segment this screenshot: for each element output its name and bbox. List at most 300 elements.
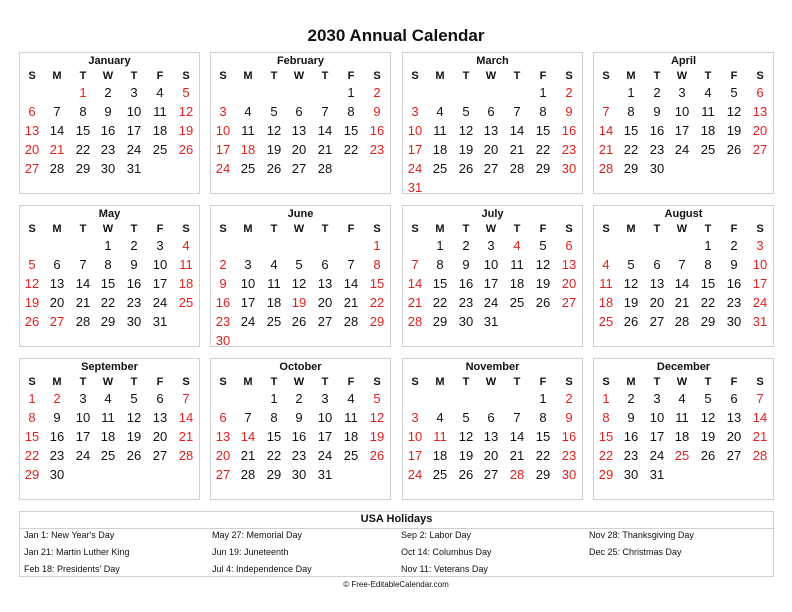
day-cell: 11 <box>344 410 358 425</box>
day-cell: 21 <box>509 142 525 157</box>
day-cell: 4 <box>704 85 712 100</box>
day-cell: 30 <box>49 467 65 482</box>
day-cell: 27 <box>649 314 665 329</box>
day-cell: 24 <box>75 448 91 463</box>
weekday-label: T <box>321 376 329 388</box>
day-cell: 26 <box>24 314 40 329</box>
month-name: January <box>88 55 131 67</box>
day-cell: 13 <box>726 410 742 425</box>
day-cell: 27 <box>291 161 307 176</box>
day-cell: 18 <box>598 295 614 310</box>
day-cell: 25 <box>152 142 168 157</box>
day-cell: 29 <box>24 467 40 482</box>
day-cell: 25 <box>509 295 525 310</box>
day-cell: 14 <box>343 276 359 291</box>
day-cell: 11 <box>241 123 255 138</box>
day-cell: 30 <box>458 314 474 329</box>
day-cell: 18 <box>152 123 168 138</box>
day-cell: 21 <box>75 295 91 310</box>
day-cell: 16 <box>100 123 116 138</box>
day-cell: 9 <box>104 104 112 119</box>
weekday-label: T <box>653 376 661 388</box>
day-cell: 14 <box>240 429 256 444</box>
day-cell: 16 <box>215 295 231 310</box>
day-cell: 2 <box>565 391 573 406</box>
day-cell: 18 <box>178 276 194 291</box>
day-cell: 2 <box>373 85 381 100</box>
day-cell: 31 <box>126 161 142 176</box>
day-cell: 17 <box>317 429 333 444</box>
day-cell: 7 <box>602 104 610 119</box>
day-cell: 15 <box>343 123 359 138</box>
day-cell: 26 <box>369 448 385 463</box>
day-cell: 22 <box>535 142 551 157</box>
holiday-item: Jan 21: Martin Luther King <box>24 547 130 557</box>
weekday-label: T <box>462 223 470 235</box>
day-cell: 3 <box>487 238 495 253</box>
day-cell: 6 <box>653 257 661 272</box>
day-cell: 27 <box>215 467 231 482</box>
day-cell: 27 <box>49 314 65 329</box>
day-cell: 5 <box>627 257 635 272</box>
day-cell: 15 <box>75 123 91 138</box>
weekday-label: T <box>653 223 661 235</box>
day-cell: 13 <box>215 429 231 444</box>
day-cell: 29 <box>432 314 448 329</box>
day-cell: 20 <box>49 295 65 310</box>
day-cell: 19 <box>623 295 639 310</box>
day-cell: 1 <box>436 238 444 253</box>
day-cell: 12 <box>291 276 307 291</box>
weekday-label: T <box>321 70 329 82</box>
holiday-item: Jun 19: Juneteenth <box>212 547 289 557</box>
day-cell: 5 <box>270 104 278 119</box>
weekday-label: W <box>293 70 305 82</box>
holiday-item: May 27: Memorial Day <box>212 530 303 540</box>
day-cell: 10 <box>483 257 499 272</box>
day-cell: 25 <box>598 314 614 329</box>
day-cell: 25 <box>432 161 448 176</box>
day-cell: 6 <box>487 104 495 119</box>
day-cell: 11 <box>101 410 115 425</box>
day-cell: 1 <box>347 85 355 100</box>
day-cell: 11 <box>179 257 193 272</box>
day-cell: 4 <box>513 238 521 253</box>
weekday-label: F <box>156 70 164 82</box>
weekday-label: S <box>565 376 573 388</box>
day-cell: 30 <box>623 467 639 482</box>
holiday-item: Oct 14: Columbus Day <box>401 547 492 557</box>
day-cell: 18 <box>432 448 448 463</box>
day-cell: 5 <box>462 410 470 425</box>
day-cell: 21 <box>317 142 333 157</box>
day-cell: 4 <box>270 257 278 272</box>
day-cell: 18 <box>100 429 116 444</box>
day-cell: 10 <box>674 104 690 119</box>
holiday-item: Dec 25: Christmas Day <box>589 547 682 557</box>
day-cell: 7 <box>411 257 419 272</box>
day-cell: 8 <box>539 104 547 119</box>
weekday-label: F <box>539 376 547 388</box>
day-cell: 8 <box>627 104 635 119</box>
weekday-label: S <box>373 376 381 388</box>
weekday-label: S <box>219 70 227 82</box>
day-cell: 17 <box>483 276 499 291</box>
day-cell: 26 <box>126 448 142 463</box>
day-cell: 29 <box>623 161 639 176</box>
day-cell: 27 <box>752 142 768 157</box>
weekday-label: F <box>347 70 355 82</box>
day-cell: 13 <box>317 276 333 291</box>
day-cell: 20 <box>649 295 665 310</box>
day-cell: 28 <box>49 161 65 176</box>
day-cell: 7 <box>513 410 521 425</box>
day-cell: 22 <box>266 448 282 463</box>
day-cell: 13 <box>561 257 577 272</box>
day-cell: 8 <box>539 410 547 425</box>
day-cell: 19 <box>458 448 474 463</box>
day-cell: 14 <box>598 123 614 138</box>
day-cell: 23 <box>561 448 577 463</box>
day-cell: 21 <box>598 142 614 157</box>
day-cell: 14 <box>317 123 333 138</box>
weekday-label: S <box>756 223 764 235</box>
month-october <box>210 358 391 500</box>
weekday-label: M <box>626 70 636 82</box>
day-cell: 23 <box>649 142 665 157</box>
day-cell: 20 <box>215 448 231 463</box>
day-cell: 14 <box>178 410 194 425</box>
day-cell: 10 <box>752 257 768 272</box>
day-cell: 1 <box>539 85 547 100</box>
day-cell: 27 <box>24 161 40 176</box>
month-may <box>19 205 200 347</box>
day-cell: 8 <box>270 410 278 425</box>
day-cell: 6 <box>219 410 227 425</box>
day-cell: 11 <box>675 410 689 425</box>
day-cell: 26 <box>266 161 282 176</box>
day-cell: 16 <box>126 276 142 291</box>
day-cell: 10 <box>407 123 423 138</box>
day-cell: 23 <box>561 142 577 157</box>
day-cell: 12 <box>623 276 639 291</box>
weekday-label: F <box>539 70 547 82</box>
day-cell: 30 <box>291 467 307 482</box>
day-cell: 4 <box>182 238 190 253</box>
day-cell: 22 <box>700 295 716 310</box>
day-cell: 23 <box>291 448 307 463</box>
day-cell: 27 <box>483 161 499 176</box>
month-july <box>402 205 583 347</box>
day-cell: 25 <box>700 142 716 157</box>
holidays-divider <box>20 528 773 529</box>
day-cell: 3 <box>156 238 164 253</box>
day-cell: 28 <box>240 467 256 482</box>
holidays-panel <box>19 511 774 577</box>
day-cell: 6 <box>565 238 573 253</box>
day-cell: 15 <box>24 429 40 444</box>
day-cell: 13 <box>649 276 665 291</box>
weekday-label: T <box>130 223 138 235</box>
holiday-item: Sep 2: Labor Day <box>401 530 472 540</box>
weekday-label: T <box>270 70 278 82</box>
month-name: May <box>98 208 121 220</box>
weekday-label: T <box>513 223 521 235</box>
day-cell: 13 <box>483 429 499 444</box>
page-title: 2030 Annual Calendar <box>307 26 485 45</box>
day-cell: 9 <box>565 410 573 425</box>
weekday-label: T <box>321 223 329 235</box>
weekday-label: S <box>565 70 573 82</box>
weekday-label: S <box>219 376 227 388</box>
day-cell: 10 <box>75 410 91 425</box>
month-november <box>402 358 583 500</box>
day-cell: 12 <box>178 104 194 119</box>
day-cell: 11 <box>701 104 715 119</box>
day-cell: 21 <box>49 142 65 157</box>
day-cell: 20 <box>561 276 577 291</box>
weekday-label: W <box>485 376 497 388</box>
day-cell: 15 <box>623 123 639 138</box>
day-cell: 9 <box>653 104 661 119</box>
day-cell: 31 <box>752 314 768 329</box>
day-cell: 25 <box>432 467 448 482</box>
weekday-label: S <box>182 223 190 235</box>
day-cell: 18 <box>266 295 282 310</box>
day-cell: 24 <box>215 161 231 176</box>
day-cell: 2 <box>130 238 138 253</box>
day-cell: 1 <box>79 85 87 100</box>
day-cell: 28 <box>343 314 359 329</box>
day-cell: 23 <box>726 295 742 310</box>
weekday-label: T <box>462 376 470 388</box>
day-cell: 12 <box>458 123 474 138</box>
day-cell: 23 <box>623 448 639 463</box>
weekday-label: S <box>411 70 419 82</box>
weekday-label: F <box>730 376 738 388</box>
day-cell: 22 <box>75 142 91 157</box>
weekday-label: W <box>293 223 305 235</box>
day-cell: 21 <box>240 448 256 463</box>
day-cell: 10 <box>407 429 423 444</box>
month-name: April <box>670 55 697 67</box>
day-cell: 10 <box>317 410 333 425</box>
weekday-label: T <box>79 376 87 388</box>
day-cell: 6 <box>321 257 329 272</box>
day-cell: 31 <box>317 467 333 482</box>
weekday-label: F <box>156 376 164 388</box>
day-cell: 27 <box>726 448 742 463</box>
month-name: July <box>481 208 504 220</box>
day-cell: 14 <box>407 276 423 291</box>
weekday-label: F <box>539 223 547 235</box>
day-cell: 26 <box>178 142 194 157</box>
weekday-label: W <box>102 223 114 235</box>
day-cell: 15 <box>369 276 385 291</box>
day-cell: 10 <box>240 276 256 291</box>
day-cell: 1 <box>270 391 278 406</box>
day-cell: 17 <box>649 429 665 444</box>
day-cell: 9 <box>373 104 381 119</box>
weekday-label: M <box>243 70 253 82</box>
day-cell: 28 <box>407 314 423 329</box>
day-cell: 3 <box>411 410 419 425</box>
month-august <box>593 205 774 347</box>
day-cell: 15 <box>535 429 551 444</box>
day-cell: 20 <box>152 429 168 444</box>
day-cell: 15 <box>100 276 116 291</box>
day-cell: 21 <box>407 295 423 310</box>
day-cell: 9 <box>627 410 635 425</box>
day-cell: 9 <box>565 104 573 119</box>
day-cell: 4 <box>436 410 444 425</box>
day-cell: 9 <box>295 410 303 425</box>
day-cell: 18 <box>432 142 448 157</box>
day-cell: 19 <box>266 142 282 157</box>
day-cell: 19 <box>24 295 40 310</box>
day-cell: 21 <box>509 448 525 463</box>
day-cell: 15 <box>700 276 716 291</box>
day-cell: 29 <box>369 314 385 329</box>
day-cell: 23 <box>49 448 65 463</box>
day-cell: 11 <box>599 276 613 291</box>
day-cell: 11 <box>433 123 447 138</box>
day-cell: 28 <box>674 314 690 329</box>
weekday-label: T <box>653 70 661 82</box>
day-cell: 25 <box>674 448 690 463</box>
day-cell: 1 <box>28 391 36 406</box>
day-cell: 2 <box>653 85 661 100</box>
weekday-label: W <box>485 70 497 82</box>
day-cell: 30 <box>100 161 116 176</box>
weekday-label: S <box>182 376 190 388</box>
day-cell: 4 <box>104 391 112 406</box>
holiday-item: Nov 11: Veterans Day <box>401 564 488 574</box>
weekday-label: S <box>756 70 764 82</box>
day-cell: 6 <box>28 104 36 119</box>
day-cell: 6 <box>756 85 764 100</box>
day-cell: 12 <box>700 410 716 425</box>
day-cell: 3 <box>756 238 764 253</box>
day-cell: 12 <box>24 276 40 291</box>
day-cell: 5 <box>539 238 547 253</box>
day-cell: 11 <box>510 257 524 272</box>
weekday-label: M <box>626 376 636 388</box>
weekday-label: T <box>513 376 521 388</box>
day-cell: 17 <box>126 123 142 138</box>
day-cell: 6 <box>295 104 303 119</box>
day-cell: 24 <box>126 142 142 157</box>
day-cell: 18 <box>343 429 359 444</box>
month-january <box>19 52 200 194</box>
day-cell: 25 <box>266 314 282 329</box>
weekday-label: T <box>79 70 87 82</box>
day-cell: 22 <box>598 448 614 463</box>
weekday-label: S <box>565 223 573 235</box>
day-cell: 11 <box>433 429 447 444</box>
day-cell: 10 <box>649 410 665 425</box>
day-cell: 26 <box>700 448 716 463</box>
day-cell: 5 <box>182 85 190 100</box>
holiday-item: Jul 4: Independence Day <box>212 564 312 574</box>
day-cell: 7 <box>182 391 190 406</box>
day-cell: 23 <box>369 142 385 157</box>
day-cell: 30 <box>215 333 231 348</box>
day-cell: 2 <box>565 85 573 100</box>
day-cell: 27 <box>317 314 333 329</box>
day-cell: 22 <box>24 448 40 463</box>
day-cell: 24 <box>317 448 333 463</box>
day-cell: 25 <box>178 295 194 310</box>
day-cell: 30 <box>561 161 577 176</box>
weekday-label: S <box>602 376 610 388</box>
weekday-label: M <box>243 223 253 235</box>
day-cell: 9 <box>53 410 61 425</box>
weekday-label: T <box>462 70 470 82</box>
day-cell: 18 <box>674 429 690 444</box>
day-cell: 18 <box>700 123 716 138</box>
day-cell: 16 <box>291 429 307 444</box>
day-cell: 4 <box>156 85 164 100</box>
day-cell: 23 <box>126 295 142 310</box>
day-cell: 13 <box>49 276 65 291</box>
day-cell: 20 <box>483 448 499 463</box>
day-cell: 5 <box>462 104 470 119</box>
day-cell: 22 <box>100 295 116 310</box>
day-cell: 9 <box>219 276 227 291</box>
day-cell: 14 <box>75 276 91 291</box>
day-cell: 18 <box>509 276 525 291</box>
weekday-label: T <box>704 70 712 82</box>
weekday-label: M <box>435 70 445 82</box>
day-cell: 16 <box>561 123 577 138</box>
day-cell: 25 <box>100 448 116 463</box>
day-cell: 4 <box>244 104 252 119</box>
day-cell: 21 <box>752 429 768 444</box>
day-cell: 26 <box>458 467 474 482</box>
weekday-label: F <box>730 70 738 82</box>
day-cell: 8 <box>704 257 712 272</box>
weekday-label: F <box>156 223 164 235</box>
month-name: October <box>279 361 322 373</box>
weekday-label: T <box>704 376 712 388</box>
day-cell: 19 <box>700 429 716 444</box>
day-cell: 7 <box>513 104 521 119</box>
day-cell: 31 <box>407 180 423 195</box>
day-cell: 20 <box>752 123 768 138</box>
weekday-label: M <box>435 376 445 388</box>
day-cell: 1 <box>602 391 610 406</box>
month-september <box>19 358 200 500</box>
day-cell: 29 <box>598 467 614 482</box>
day-cell: 29 <box>535 467 551 482</box>
day-cell: 3 <box>411 104 419 119</box>
day-cell: 12 <box>266 123 282 138</box>
footer-credit: © Free-EditableCalendar.com <box>343 580 449 589</box>
month-name: November <box>465 361 520 373</box>
day-cell: 16 <box>369 123 385 138</box>
day-cell: 8 <box>347 104 355 119</box>
month-february <box>210 52 391 194</box>
day-cell: 19 <box>291 295 307 310</box>
day-cell: 16 <box>623 429 639 444</box>
day-cell: 14 <box>49 123 65 138</box>
weekday-label: S <box>373 223 381 235</box>
weekday-label: S <box>28 70 36 82</box>
day-cell: 26 <box>458 161 474 176</box>
day-cell: 24 <box>240 314 256 329</box>
day-cell: 25 <box>343 448 359 463</box>
